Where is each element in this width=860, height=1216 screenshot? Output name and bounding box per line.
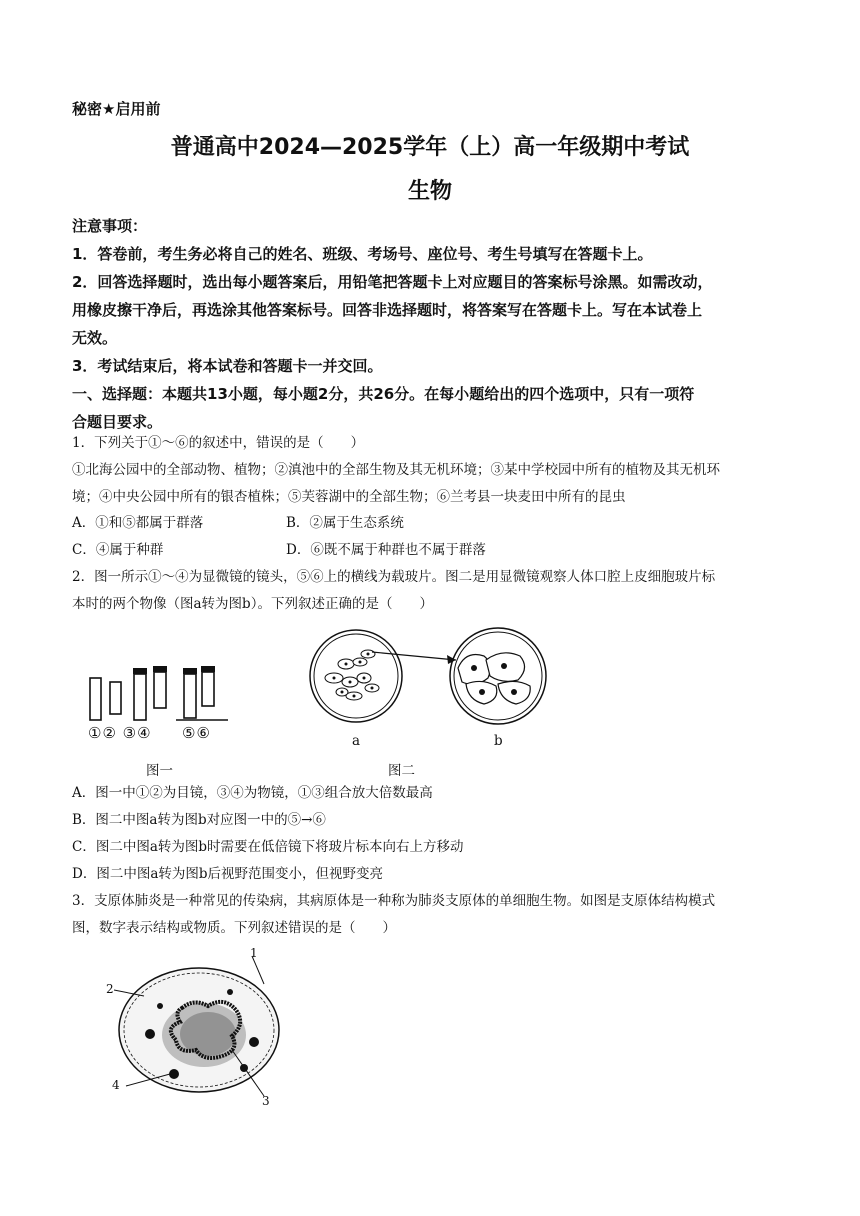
notice-item-2-line-1: 2．回答选择题时，选出每小题答案后，用铅笔把答题卡上对应题目的答案标号涂黑。如需改动， bbox=[72, 273, 713, 291]
lens-1 bbox=[90, 678, 101, 720]
notice-item-2-line-2: 用橡皮擦干净后，再选涂其他答案标号。回答非选择题时，将答案写在答题卡上。写在本试卷上 bbox=[72, 301, 703, 319]
subject-title: 生物 bbox=[407, 179, 452, 204]
diagram-label-3: 3 bbox=[262, 1094, 270, 1108]
lens-3 bbox=[134, 674, 146, 720]
diagram-label-1: 1 bbox=[250, 946, 258, 960]
section-1-heading-line-1: 一、选择题：本题共13小题，每小题2分，共26分。在每小题给出的四个选项中，只有一项符 bbox=[72, 385, 695, 403]
notice-heading: 注意事项： bbox=[72, 217, 148, 235]
q2-option-a: A．图一中①②为目镜，③④为物镜，①③组合放大倍数最高 bbox=[72, 785, 433, 801]
exam-title: 普通高中2024—2025学年（上）高一年级期中考试 bbox=[170, 135, 690, 160]
diagram-label-4: 4 bbox=[112, 1078, 120, 1092]
q1-option-b: B．②属于生态系统 bbox=[286, 515, 404, 531]
q1-body-line-2: 境；④中央公园中所有的银杏植株；⑤芙蓉湖中的全部生物；⑥兰考县一块麦田中所有的昆虫 bbox=[72, 489, 626, 505]
q2-option-c: C．图二中图a转为图b时需要在低倍镜下将玻片标本向右上方移动 bbox=[72, 839, 464, 855]
q1-stem: 1．下列关于①～⑥的叙述中，错误的是（ ） bbox=[72, 435, 365, 451]
q3-stem-line-2: 图，数字表示结构或物质。下列叙述错误的是（ ） bbox=[72, 920, 396, 936]
q1-body-line-1: ①北海公园中的全部动物、植物；②滇池中的全部生物及其无机环境；③某中学校园中所有的植物及其无机环 bbox=[72, 462, 720, 478]
diagram-label-2: 2 bbox=[106, 982, 114, 996]
figure-2-caption: 图二 bbox=[388, 763, 415, 779]
mycoplasma-structure-diagram bbox=[104, 950, 294, 1100]
notice-item-1: 1．答卷前，考生务必将自己的姓名、班级、考场号、座位号、考生号填写在答题卡上。 bbox=[72, 245, 653, 263]
lens-4 bbox=[154, 672, 166, 708]
q1-option-a: A．①和⑤都属于群落 bbox=[72, 515, 204, 531]
notice-item-2-line-3: 无效。 bbox=[72, 329, 118, 347]
q2-stem-line-2: 本时的两个物像（图a转为图b）。下列叙述正确的是（ ） bbox=[72, 596, 433, 612]
q2-option-d: D．图二中图a转为图b后视野范围变小，但视野变亮 bbox=[72, 866, 384, 882]
figure-1-labels-left: ①② ③④ bbox=[88, 724, 152, 742]
figure-2-label-a: a bbox=[352, 733, 361, 749]
q1-option-d: D．⑥既不属于种群也不属于群落 bbox=[286, 542, 486, 558]
figure-1-caption: 图一 bbox=[146, 763, 173, 779]
lens-2 bbox=[110, 682, 121, 714]
lens-5 bbox=[184, 674, 196, 718]
q2-option-b: B．图二中图a转为图b对应图一中的⑤→⑥ bbox=[72, 812, 326, 828]
q3-stem-line-1: 3．支原体肺炎是一种常见的传染病，其病原体是一种称为肺炎支原体的单细胞生物。如图是支原体结构模式 bbox=[72, 893, 716, 909]
figure-2-microscope-views bbox=[306, 626, 550, 726]
section-1-heading-line-2: 合题目要求。 bbox=[72, 413, 163, 431]
figure-1-labels-right: ⑤⑥ bbox=[182, 724, 211, 742]
q1-option-c: C．④属于种群 bbox=[72, 542, 164, 558]
notice-item-3: 3．考试结束后，将本试卷和答题卡一并交回。 bbox=[72, 357, 383, 375]
figure-1-lenses bbox=[80, 660, 250, 730]
secret-mark: 秘密★启用前 bbox=[72, 100, 161, 118]
figure-2-label-b: b bbox=[494, 733, 503, 749]
q2-stem-line-1: 2．图一所示①～④为显微镜的镜头，⑤⑥上的横线为载玻片。图二是用显微镜观察人体口腔上皮细胞玻片标 bbox=[72, 569, 716, 585]
lens-6 bbox=[202, 672, 214, 706]
